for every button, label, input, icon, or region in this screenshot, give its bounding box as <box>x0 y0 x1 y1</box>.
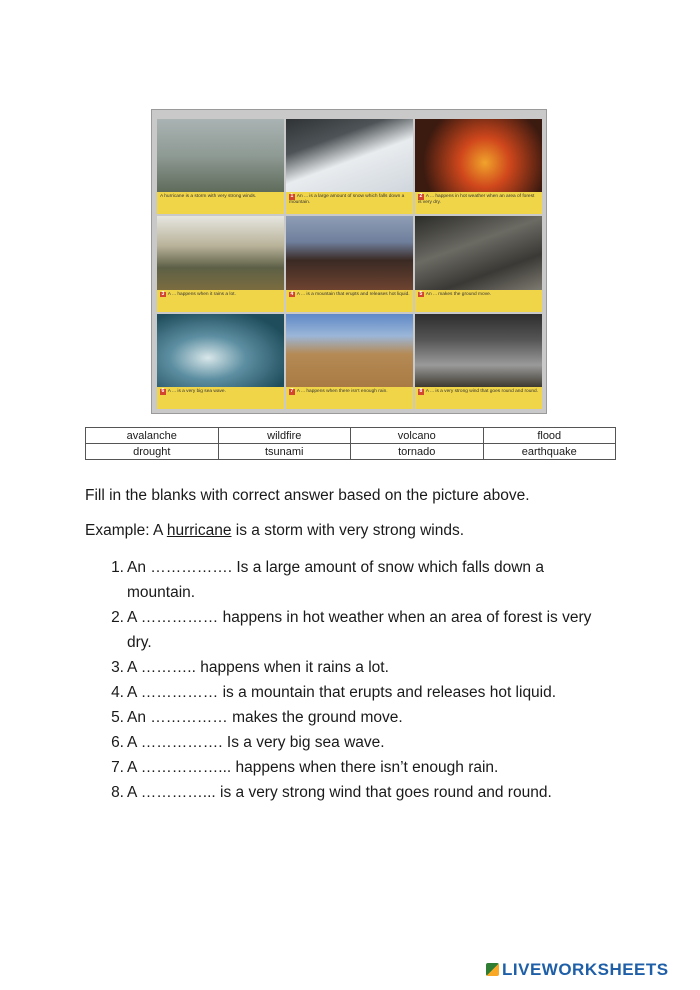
word-cell: tornado <box>351 444 484 460</box>
question-item: 7. A ……………... happens when there isn’t enough rain. <box>111 759 499 776</box>
picture-cell-7: 7 A ... happens when there isn't enough rain. <box>286 314 413 409</box>
example-sentence: Example: A hurricane is a storm with very strong winds. <box>85 522 465 539</box>
picture-cell-6: 6 A ... is a very big sea wave. <box>157 314 284 409</box>
picture-cell-1: 1 An ... is a large amount of snow which falls down a mountain. <box>286 119 413 214</box>
table-row <box>86 444 616 460</box>
question-item: 8. A …………... is a very strong wind that goes round and round. <box>111 784 552 801</box>
picture-cell-4: 4 A ... is a mountain that erupts and releases hot liquid. <box>286 216 413 311</box>
question-item: 5. An …………… makes the ground move. <box>111 709 403 726</box>
word-cell: wildfire <box>218 428 351 444</box>
example-answer: hurricane <box>166 522 232 539</box>
table-row <box>86 428 616 444</box>
word-cell: volcano <box>351 428 484 444</box>
word-cell: flood <box>483 428 616 444</box>
liveworksheets-logo: LIVEWORKSHEETS <box>486 960 669 980</box>
disasters-picture <box>151 109 547 414</box>
word-cell: drought <box>86 444 219 460</box>
question-item: 6. A ……………. Is a very big sea wave. <box>111 734 385 751</box>
picture-cell-3: 3 A ... happens when it rains a lot. <box>157 216 284 311</box>
picture-cell-5: 5 An ... makes the ground move. <box>415 216 542 311</box>
picture-cell-hurricane: A hurricane is a storm with very strong winds. <box>157 119 284 214</box>
question-item: 4. A …………… is a mountain that erupts and releases hot liquid. <box>111 684 557 701</box>
question-item: 3. A ……….. happens when it rains a lot. <box>111 659 389 676</box>
word-bank-table <box>85 427 616 460</box>
liveworksheets-icon <box>486 963 499 976</box>
instruction-text: Fill in the blanks with correct answer based on the picture above. <box>85 487 530 504</box>
question-item: 2. A …………… happens in hot weather when an area of forest is very dry. <box>111 609 592 651</box>
question-list <box>111 555 607 805</box>
question-item: 1. An ……………. Is a large amount of snow which falls down a mountain. <box>111 559 544 601</box>
word-cell: tsunami <box>218 444 351 460</box>
word-cell: avalanche <box>86 428 219 444</box>
picture-cell-2: 2 A ... happens in hot weather when an area of forest is very dry. <box>415 119 542 214</box>
word-cell: earthquake <box>483 444 616 460</box>
picture-cell-8: 8 A ... is a very strong wind that goes round and round. <box>415 314 542 409</box>
